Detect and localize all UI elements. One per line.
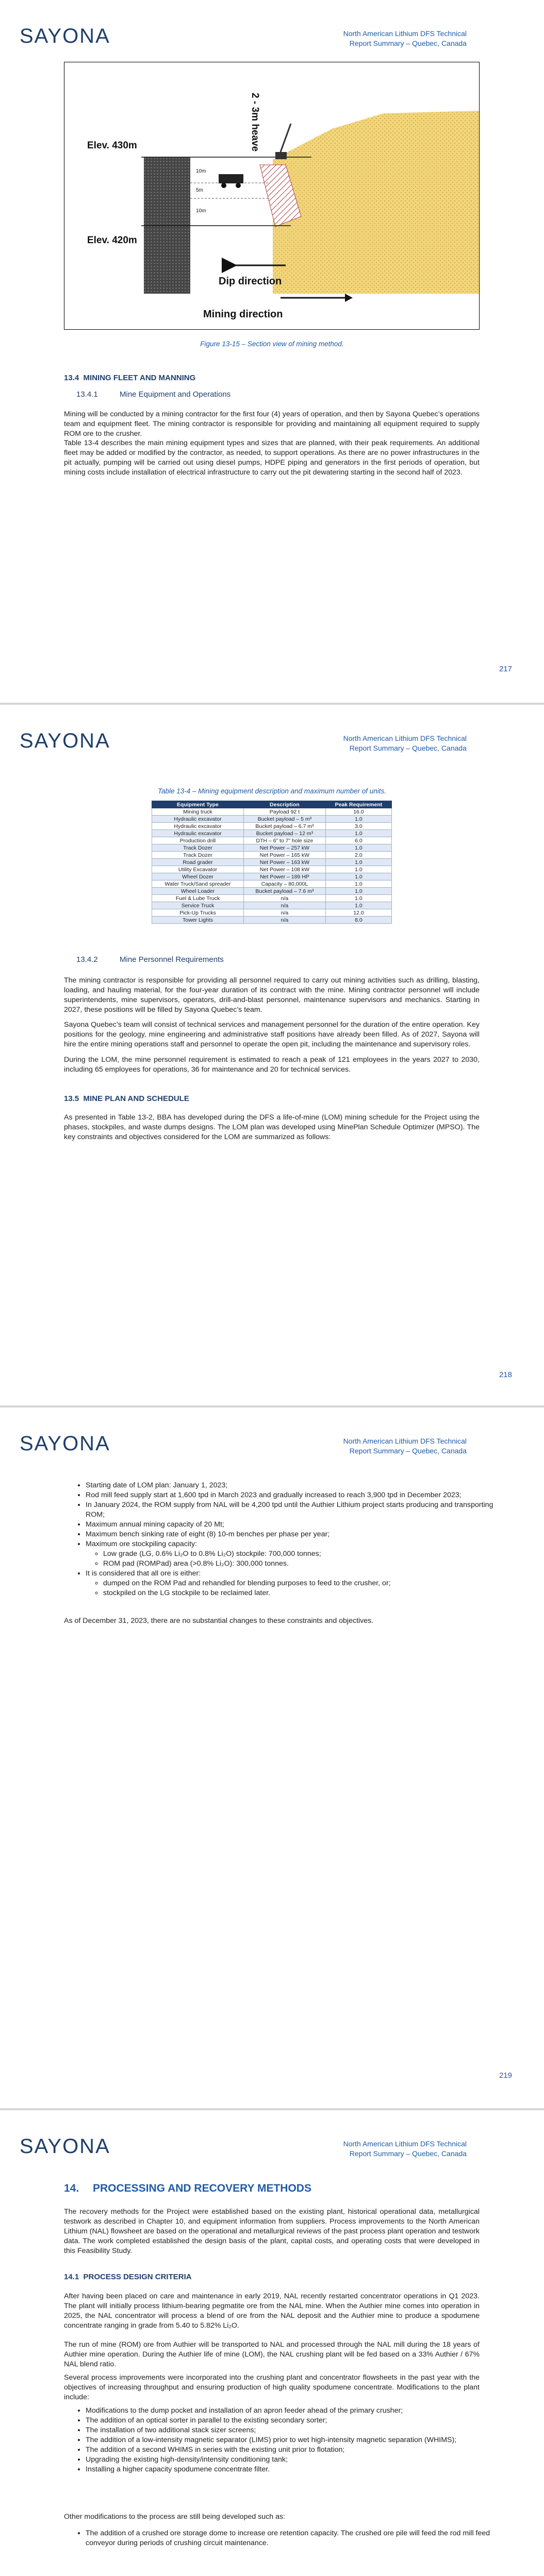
table-cell: 1.0 bbox=[325, 880, 391, 888]
table-cell: Hydraulic excavator bbox=[152, 830, 244, 837]
table-cell: Production drill bbox=[152, 837, 244, 844]
table-cell: Net Power – 108 kW bbox=[244, 866, 326, 873]
list-item: • Modifications to the dump pocket and installation of an apron feeder ahead of the primary crusher; bbox=[86, 2406, 501, 2416]
table-cell: Wheel Dozer bbox=[152, 873, 244, 880]
table-cell: Service Truck bbox=[152, 902, 244, 909]
table-cell: Net Power – 163 kW bbox=[244, 859, 326, 866]
page-220 bbox=[0, 2110, 544, 2576]
list-item: • The addition of a second WHIMS in series with the existing unit prior to flotation; bbox=[86, 2445, 501, 2455]
table-cell: Water Truck/Sand spreader bbox=[152, 880, 244, 888]
list-item: • Maximum annual mining capacity of 20 Mt; bbox=[86, 1520, 501, 1530]
truck-wheel bbox=[221, 183, 226, 188]
sub-list-item: ◦ Low grade (LG, 0.6% Li₂O to 0.8% Li₂O) stockpile: 700,000 tonnes; bbox=[103, 1549, 501, 1559]
page-218 bbox=[0, 705, 544, 1405]
table-cell: 8.0 bbox=[325, 917, 391, 924]
table-row bbox=[152, 837, 392, 844]
table-caption: Table 13-4 – Mining equipment description and maximum number of units. bbox=[158, 787, 386, 795]
table-cell: Utility Excavator bbox=[152, 866, 244, 873]
truck-wheel bbox=[236, 183, 241, 188]
list-item: • Upgrading the existing high-density/intensity conditioning tank; bbox=[86, 2455, 501, 2465]
table-row bbox=[152, 816, 392, 823]
page-header bbox=[343, 1436, 467, 1456]
header-line2: Report Summary – Quebec, Canada bbox=[349, 39, 467, 47]
table-cell: n/a bbox=[244, 895, 326, 902]
list-item: • The addition of a low-intensity magnetic separator (LIMS) prior to wet high-intensity magnetic separation (WHIMS); bbox=[86, 2435, 501, 2445]
page-217 bbox=[0, 0, 544, 703]
subsection-heading bbox=[76, 955, 224, 964]
table-cell: Track Dozer bbox=[152, 852, 244, 859]
table-cell: Payload 92 t bbox=[244, 808, 326, 816]
table-cell: 2.0 bbox=[325, 852, 391, 859]
paragraph: During the LOM, the mine personnel requirement is estimated to reach a peak of 121 employees in the years 2027 to 2030, including 65 employees for operations, 36 for maintenance and 20 for technical services. bbox=[64, 1056, 480, 1074]
table-cell: n/a bbox=[244, 909, 326, 917]
label-bench-c: 10m bbox=[196, 208, 206, 214]
paragraph: Other modifications to the process are still being developed such as: bbox=[64, 2513, 286, 2521]
page-number: 219 bbox=[499, 2071, 512, 2080]
list-item: • In January 2024, the ROM supply from NAL will be 4,200 tpd until the Authier Lithium project starts producing and transporting ROM; bbox=[86, 1500, 501, 1520]
label-elev-430: Elev. 430m bbox=[87, 140, 137, 151]
sub-list bbox=[86, 1549, 501, 1569]
section-heading bbox=[64, 1094, 189, 1103]
paragraph: After having been placed on care and maintenance in early 2019, NAL recently restarted concentrator operations in Q1 2023. The plant will initially process lithium-bearing pegmatite ore from the NAL mine. When the Authier mine comes into operation in 2025, the NAL concentrator will process a blend of ore from the NAL deposit and the Authier mine to produce a spodumene concentrate ranging in grade from 5.40 to 5.82% Li₂O. bbox=[64, 2292, 480, 2330]
section-heading bbox=[64, 2273, 192, 2281]
paragraph: Table 13-4 describes the main mining equipment types and sizes that are planned, with their peak requirements. An additional fleet may be added or modified by the contractor, as needed, to support operations. As there are no power infrastructures in the pit actually, pumping will be carried out using diesel pumps, HDPE piping and generators in the first periods of operation, but mining costs include installation of electrical infrastructure to carry out the pit dewatering starting in the second half of 2023. bbox=[64, 439, 480, 477]
table-cell: Tower Lights bbox=[152, 917, 244, 924]
table-cell: 1.0 bbox=[325, 895, 391, 902]
list-item bbox=[86, 1569, 501, 1598]
section-heading bbox=[64, 374, 195, 382]
table-cell: 1.0 bbox=[325, 902, 391, 909]
header-line1: North American Lithium DFS Technical bbox=[343, 734, 467, 742]
sub-list-item: ◦ dumped on the ROM Pad and rehandled for blending purposes to feed to the crusher, or; bbox=[103, 1579, 501, 1588]
header-line1: North American Lithium DFS Technical bbox=[343, 2140, 467, 2148]
logo-text: SAYONA bbox=[20, 2135, 110, 2158]
page-number: 218 bbox=[499, 1370, 512, 1379]
page-header bbox=[343, 2139, 467, 2159]
sayona-logo bbox=[20, 2135, 110, 2158]
table-cell: 6.0 bbox=[325, 837, 391, 844]
subsection-title: Mine Equipment and Operations bbox=[120, 390, 231, 399]
table-cell: Hydraulic excavator bbox=[152, 823, 244, 830]
table-cell: Bucket payload – 6.7 m³ bbox=[244, 823, 326, 830]
table-row bbox=[152, 859, 392, 866]
table-cell: n/a bbox=[244, 902, 326, 909]
table-cell: DTH – 6” to 7” hole size bbox=[244, 837, 326, 844]
table-cell: 3.0 bbox=[325, 823, 391, 830]
table-cell: 16.0 bbox=[325, 808, 391, 816]
section-number: 13.4 bbox=[64, 374, 79, 382]
table-cell: Track Dozer bbox=[152, 844, 244, 852]
section-view-figure bbox=[64, 62, 480, 330]
table-row bbox=[152, 844, 392, 852]
table-cell: Road grader bbox=[152, 859, 244, 866]
page-header bbox=[343, 29, 467, 48]
paragraph: Sayona Quebec’s team will consist of technical services and management personnel for the duration of the entire operation. Key positions for the geology, mine engineering and administrative staff positions have already been filled. As of 2027, Sayona will hire the entire mining operations staff and personnel to operate the open pit, including the maintenance and supervisory roles. bbox=[64, 1021, 480, 1048]
table-row bbox=[152, 823, 392, 830]
logo-text: SAYONA bbox=[20, 1432, 110, 1455]
chapter-heading bbox=[64, 2182, 311, 2195]
table-cell: Mining truck bbox=[152, 808, 244, 816]
label-bench-a: 10m bbox=[196, 168, 206, 174]
list-item: • Maximum bench sinking rate of eight (8) 10-m benches per phase per year; bbox=[86, 1530, 501, 1539]
table-cell: Net Power – 189 HP bbox=[244, 873, 326, 880]
header-line1: North American Lithium DFS Technical bbox=[343, 1437, 467, 1445]
header-line2: Report Summary – Quebec, Canada bbox=[349, 1447, 467, 1455]
sayona-logo bbox=[20, 1432, 110, 1455]
table-cell: Hydraulic excavator bbox=[152, 816, 244, 823]
paragraph: As presented in Table 13-2, BBA has developed during the DFS a life-of-mine (LOM) mining schedule for the Project using the phases, stockpiles, and waste dumps designs. The LOM plan was developed using MinePlan Schedule Optimizer (MPSO). The key constraints and objectives considered for the LOM are summarized as follows: bbox=[64, 1113, 480, 1141]
list-item: • Starting date of LOM plan: January 1, 2023; bbox=[86, 1481, 501, 1490]
table-cell: Pick-Up Trucks bbox=[152, 909, 244, 917]
constraints-list bbox=[64, 1481, 501, 1598]
table-row bbox=[152, 888, 392, 895]
table-row bbox=[152, 909, 392, 917]
paragraph: Mining will be conducted by a mining contractor for the first four (4) years of operation, and then by Sayona Quebec’s operations team and equipment fleet. The mining contractor is responsible for providing and maintaining all equipment required to supply ROM ore to the crusher. bbox=[64, 410, 480, 438]
paragraph: As of December 31, 2023, there are no substantial changes to these constraints and objectives. bbox=[64, 1617, 374, 1625]
subsection-number: 13.4.1 bbox=[76, 390, 98, 399]
list-item: • Installing a higher capacity spodumene concentrate filter. bbox=[86, 2465, 501, 2475]
list-item: • The addition of a crushed ore storage dome to increase ore retention capacity. The crushed ore pile will feed the rod mill feed conveyor during periods of crushing circuit maintenance. bbox=[86, 2529, 501, 2548]
paragraph: The run of mine (ROM) ore from Authier will be transported to NAL and processed through the NAL mill during the 18 years of Authier mine operation. During the Authier life of mine (LOM), the NAL crushing plant will be fed based on a 33% Authier / 67% NAL blend ratio. bbox=[64, 2341, 480, 2368]
logo-text: SAYONA bbox=[20, 25, 110, 47]
table-cell: 1.0 bbox=[325, 888, 391, 895]
table-cell: n/a bbox=[244, 917, 326, 924]
section-number: 13.5 bbox=[64, 1094, 79, 1103]
equipment-drill bbox=[275, 152, 287, 159]
table-row bbox=[152, 808, 392, 816]
figure-caption: Figure 13-15 – Section view of mining method. bbox=[200, 340, 344, 348]
sub-list-item: ◦ ROM pad (ROMPad) area (>0.8% Li₂O): 300,000 tonnes. bbox=[103, 1559, 501, 1569]
table-cell: 1.0 bbox=[325, 873, 391, 880]
page-number: 217 bbox=[499, 665, 512, 673]
table-cell: Bucket payload – 5 m³ bbox=[244, 816, 326, 823]
chapter-number: 14. bbox=[64, 2182, 79, 2194]
mining-equipment-table bbox=[152, 801, 392, 924]
label-elev-420: Elev. 420m bbox=[87, 235, 137, 246]
header-line2: Report Summary – Quebec, Canada bbox=[349, 744, 467, 752]
modifications-list bbox=[64, 2406, 501, 2475]
table-cell: 1.0 bbox=[325, 830, 391, 837]
table-row bbox=[152, 866, 392, 873]
logo-text: SAYONA bbox=[20, 730, 110, 752]
paragraph: The recovery methods for the Project were established based on the existing plant, historical operational data, metallurgical testwork as described in Chapter 10, and equipment information from suppliers. Process improvements to the North American Lithium (NAL) flowsheet are based on the operational and metallurgical reviews of the past process plant operation and testwork data. The work completed established the design basis of the plant, capital costs, and operating costs that were developed in this Feasibility Study. bbox=[64, 2208, 480, 2255]
header-line2: Report Summary – Quebec, Canada bbox=[349, 2149, 467, 2158]
list-item: • Rod mill feed supply start at 1,600 tpd in March 2023 and gradually increased to reach 3,900 tpd in December 2023; bbox=[86, 1490, 501, 1500]
header-line1: North American Lithium DFS Technical bbox=[343, 29, 467, 38]
sub-list-item: ◦ stockpiled on the LG stockpile to be reclaimed later. bbox=[103, 1588, 501, 1598]
paragraph: The mining contractor is responsible for providing all personnel required to carry out mining activities such as drilling, blasting, loading, and hauling material, for the four-year duration of its contract with the mine. Mining contractor personnel will include superintendents, mine supervisors, operators, drill-and-blast personnel, maintenance supervisors and mechanics. Starting in 2027, these positions will be filled by Sayona Quebec’s team. bbox=[64, 976, 480, 1014]
table-header-row bbox=[152, 801, 392, 808]
chapter-title: PROCESSING AND RECOVERY METHODS bbox=[93, 2182, 311, 2194]
table-cell: 1.0 bbox=[325, 859, 391, 866]
list-item: • The addition of an optical sorter in parallel to the existing secondary sorter; bbox=[86, 2416, 501, 2426]
label-dip-direction: Dip direction bbox=[219, 276, 282, 287]
subsection-title: Mine Personnel Requirements bbox=[120, 955, 224, 964]
sayona-logo bbox=[20, 730, 110, 753]
table-cell: Capacity – 80,000L bbox=[244, 880, 326, 888]
table-cell: 1.0 bbox=[325, 844, 391, 852]
page-header bbox=[343, 734, 467, 753]
table-cell: 1.0 bbox=[325, 866, 391, 873]
table-cell: 12.0 bbox=[325, 909, 391, 917]
table-cell: Bucket payload – 7.6 m³ bbox=[244, 888, 326, 895]
table-row bbox=[152, 880, 392, 888]
label-heave: 2 - 3m heave bbox=[250, 93, 260, 152]
table-header-cell: Equipment Type bbox=[152, 801, 244, 808]
table-cell: Bucket payload – 12 m³ bbox=[244, 830, 326, 837]
list-item bbox=[86, 1539, 501, 1569]
equipment-truck bbox=[219, 174, 243, 183]
list-item: • The installation of two additional stack sizer screens; bbox=[86, 2426, 501, 2435]
subsection-heading bbox=[76, 390, 230, 399]
table-row bbox=[152, 895, 392, 902]
table-header-cell: Peak Requirement bbox=[325, 801, 391, 808]
label-mining-direction: Mining direction bbox=[203, 309, 283, 320]
section-title: MINING FLEET AND MANNING bbox=[83, 374, 196, 382]
table-row bbox=[152, 873, 392, 880]
table-row bbox=[152, 902, 392, 909]
page-219 bbox=[0, 1408, 544, 2108]
table-row bbox=[152, 852, 392, 859]
section-title: MINE PLAN AND SCHEDULE bbox=[83, 1094, 189, 1103]
sub-list bbox=[86, 1579, 501, 1598]
table-row bbox=[152, 917, 392, 924]
table-cell: Net Power – 257 kW bbox=[244, 844, 326, 852]
list-item-text: Maximum ore stockpiling capacity: bbox=[86, 1540, 197, 1548]
further-modifications-list bbox=[64, 2529, 501, 2548]
table-cell: Wheel Loader bbox=[152, 888, 244, 895]
table-cell: Net Power – 165 kW bbox=[244, 852, 326, 859]
table-row bbox=[152, 830, 392, 837]
subsection-number: 13.4.2 bbox=[76, 955, 98, 964]
section-title: PROCESS DESIGN CRITERIA bbox=[83, 2273, 192, 2281]
label-bench-b: 5m bbox=[196, 188, 203, 193]
sayona-logo bbox=[20, 25, 110, 48]
table-cell: Fuel & Lube Truck bbox=[152, 895, 244, 902]
table-cell: 1.0 bbox=[325, 816, 391, 823]
table-header-cell: Description bbox=[244, 801, 326, 808]
paragraph: Several process improvements were incorporated into the crushing plant and concentrator flowsheets in the past year with the objectives of increasing throughput and ensuring production of high quality spodumene concentrate. Modifications to the plant include: bbox=[64, 2374, 480, 2401]
list-item-text: It is considered that all ore is either: bbox=[86, 1569, 201, 1578]
section-number: 14.1 bbox=[64, 2273, 79, 2281]
